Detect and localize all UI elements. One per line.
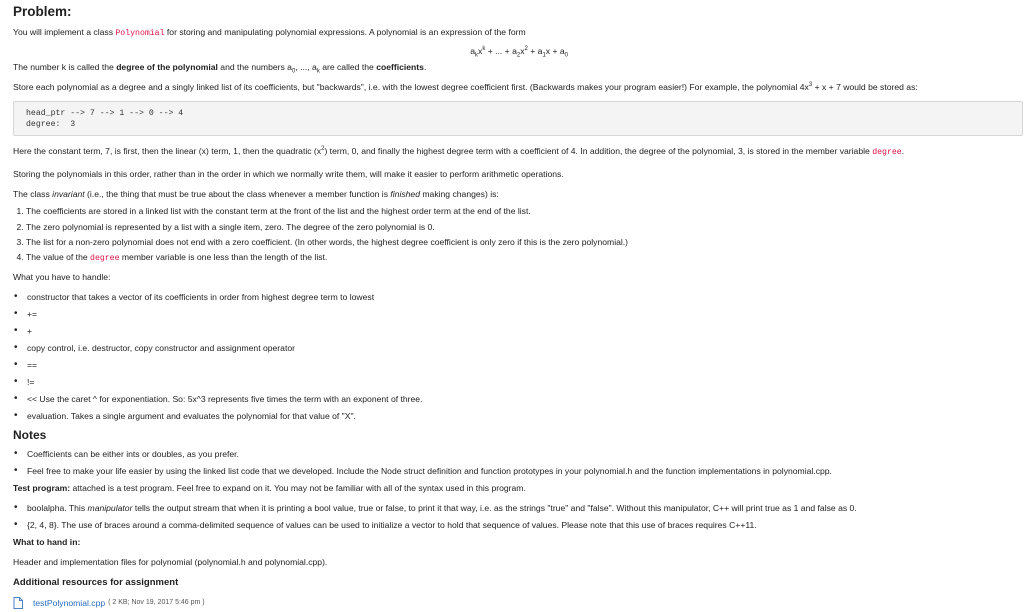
problem-heading: Problem: (13, 4, 72, 19)
list-item: • Coefficients can be either ints or doubles, as you prefer. (27, 449, 1023, 460)
intro-paragraph: You will implement a class Polynomial for storing and manipulating polynomial expressions. A polynomial is an expression of the form (13, 27, 526, 38)
list-item: • Feel free to make your life easier by using the linked list code that we developed. Include the Node struct definition and function prototypes in your polynomial.h and the function implementations in polynomial.cpp. (27, 466, 1023, 477)
hand-in-heading: What to hand in: (13, 536, 81, 547)
notes-list (13, 449, 1023, 477)
code-line-head: head_ptr --> 7 --> 1 --> 0 --> 4 (26, 109, 184, 119)
storing-paragraph: Storing the polynomials in this order, rather than in the order in which we normally write them, will make it easier to perform arithmetic operations. (13, 168, 564, 179)
polynomial-formula: $a_kx^k$ + ... + $a_2x^2 + a_1x + a_0$ (470, 46, 568, 59)
example-code-block (13, 101, 1023, 136)
list-item: • boolalpha. This manipulator tells the output stream that when it is printing a bool value, true or false, to print it that way, i.e. as the strings "true" and "false". Without this manipulator, C++ will print true as 1 and false as 0. (27, 503, 1023, 514)
list-item: • constructor that takes a vector of its coefficients in order from highest degree term to lowest (27, 292, 1023, 303)
attachment-link[interactable]: testPolynomial.cpp (33, 597, 106, 608)
test-program-paragraph: Test program: attached is a test program. Feel free to expand on it. You may not be familiar with all of the syntax used in this program. (13, 483, 526, 494)
list-item: 2. The zero polynomial is represented by a list with a single item, zero. The degree of the zero polynomial is 0. (26, 222, 1023, 233)
degree-code: degree (872, 148, 902, 158)
invariant-list (13, 206, 1023, 264)
list-item: • {2, 4, 8}. The use of braces around a comma-delimited sequence of values can be used to initialize a vector to hold that sequence of values. Please note that this use of braces requires C++11. (27, 520, 1023, 531)
list-item: • != (27, 377, 1023, 388)
assignment-document (0, 4, 1024, 609)
handle-heading: What you have to handle: (13, 272, 111, 283)
list-item: • + (27, 326, 1023, 337)
list-item: • copy control, i.e. destructor, copy constructor and assignment operator (27, 343, 1023, 354)
degree-definition: The number k is called the degree of the polynomial and the numbers $a_0$, ..., $a_k$ are called the coefficients. (13, 61, 427, 75)
degree-code: degree (90, 254, 120, 264)
list-item: • << Use the caret ^ for exponentiation. So: 5x^3 represents five times the term with an exponent of three. (27, 394, 1023, 405)
list-item: • += (27, 309, 1023, 320)
list-item: • == (27, 360, 1023, 371)
attachment-row (13, 597, 1023, 609)
list-item: 4. The value of the degree member variable is one less than the length of the list. (26, 252, 1023, 264)
test-notes-list (13, 503, 1023, 531)
hand-in-text: Header and implementation files for polynomial (polynomial.h and polynomial.cpp). (13, 557, 328, 568)
list-item: 3. The list for a non-zero polynomial does not end with a zero coefficient. (In other words, the highest degree coefficient is only zero if this is the zero polynomial.) (26, 237, 1023, 248)
notes-heading: Notes (13, 428, 47, 443)
class-name-code: Polynomial (115, 29, 165, 38)
resources-heading: Additional resources for assignment (13, 577, 179, 589)
code-line-degree: degree: 3 (26, 120, 76, 130)
list-item: 1. The coefficients are stored in a linked list with the constant term at the front of the list and the highest order term at the end of the list. (26, 206, 1023, 217)
handle-list (13, 292, 1023, 421)
file-icon (13, 597, 23, 609)
list-item: • evaluation. Takes a single argument and evaluates the polynomial for that value of "X". (27, 411, 1023, 422)
attachment-meta: ( 2 KB; Nov 19, 2017 5:46 pm ) (108, 598, 205, 606)
storage-paragraph: Store each polynomial as a degree and a singly linked list of its coefficients, but "backwards", i.e. with the lowest degree coefficient first. (Backwards makes your program easier!) For example, the polynomial $4x^3 + x + 7$ would be stored as: (13, 81, 918, 92)
explanation-paragraph: Here the constant term, 7, is first, then the linear (x) term, 1, then the quadratic $(x^2)$ term, 0, and finally the highest degree term with a coefficient of 4. In addition, the degree of the polynomial, 3, is stored in the member variable degree. (13, 146, 905, 158)
invariant-intro: The class invariant (i.e., the thing that must be true about the class whenever a member function is finished making changes) is: (13, 189, 499, 200)
